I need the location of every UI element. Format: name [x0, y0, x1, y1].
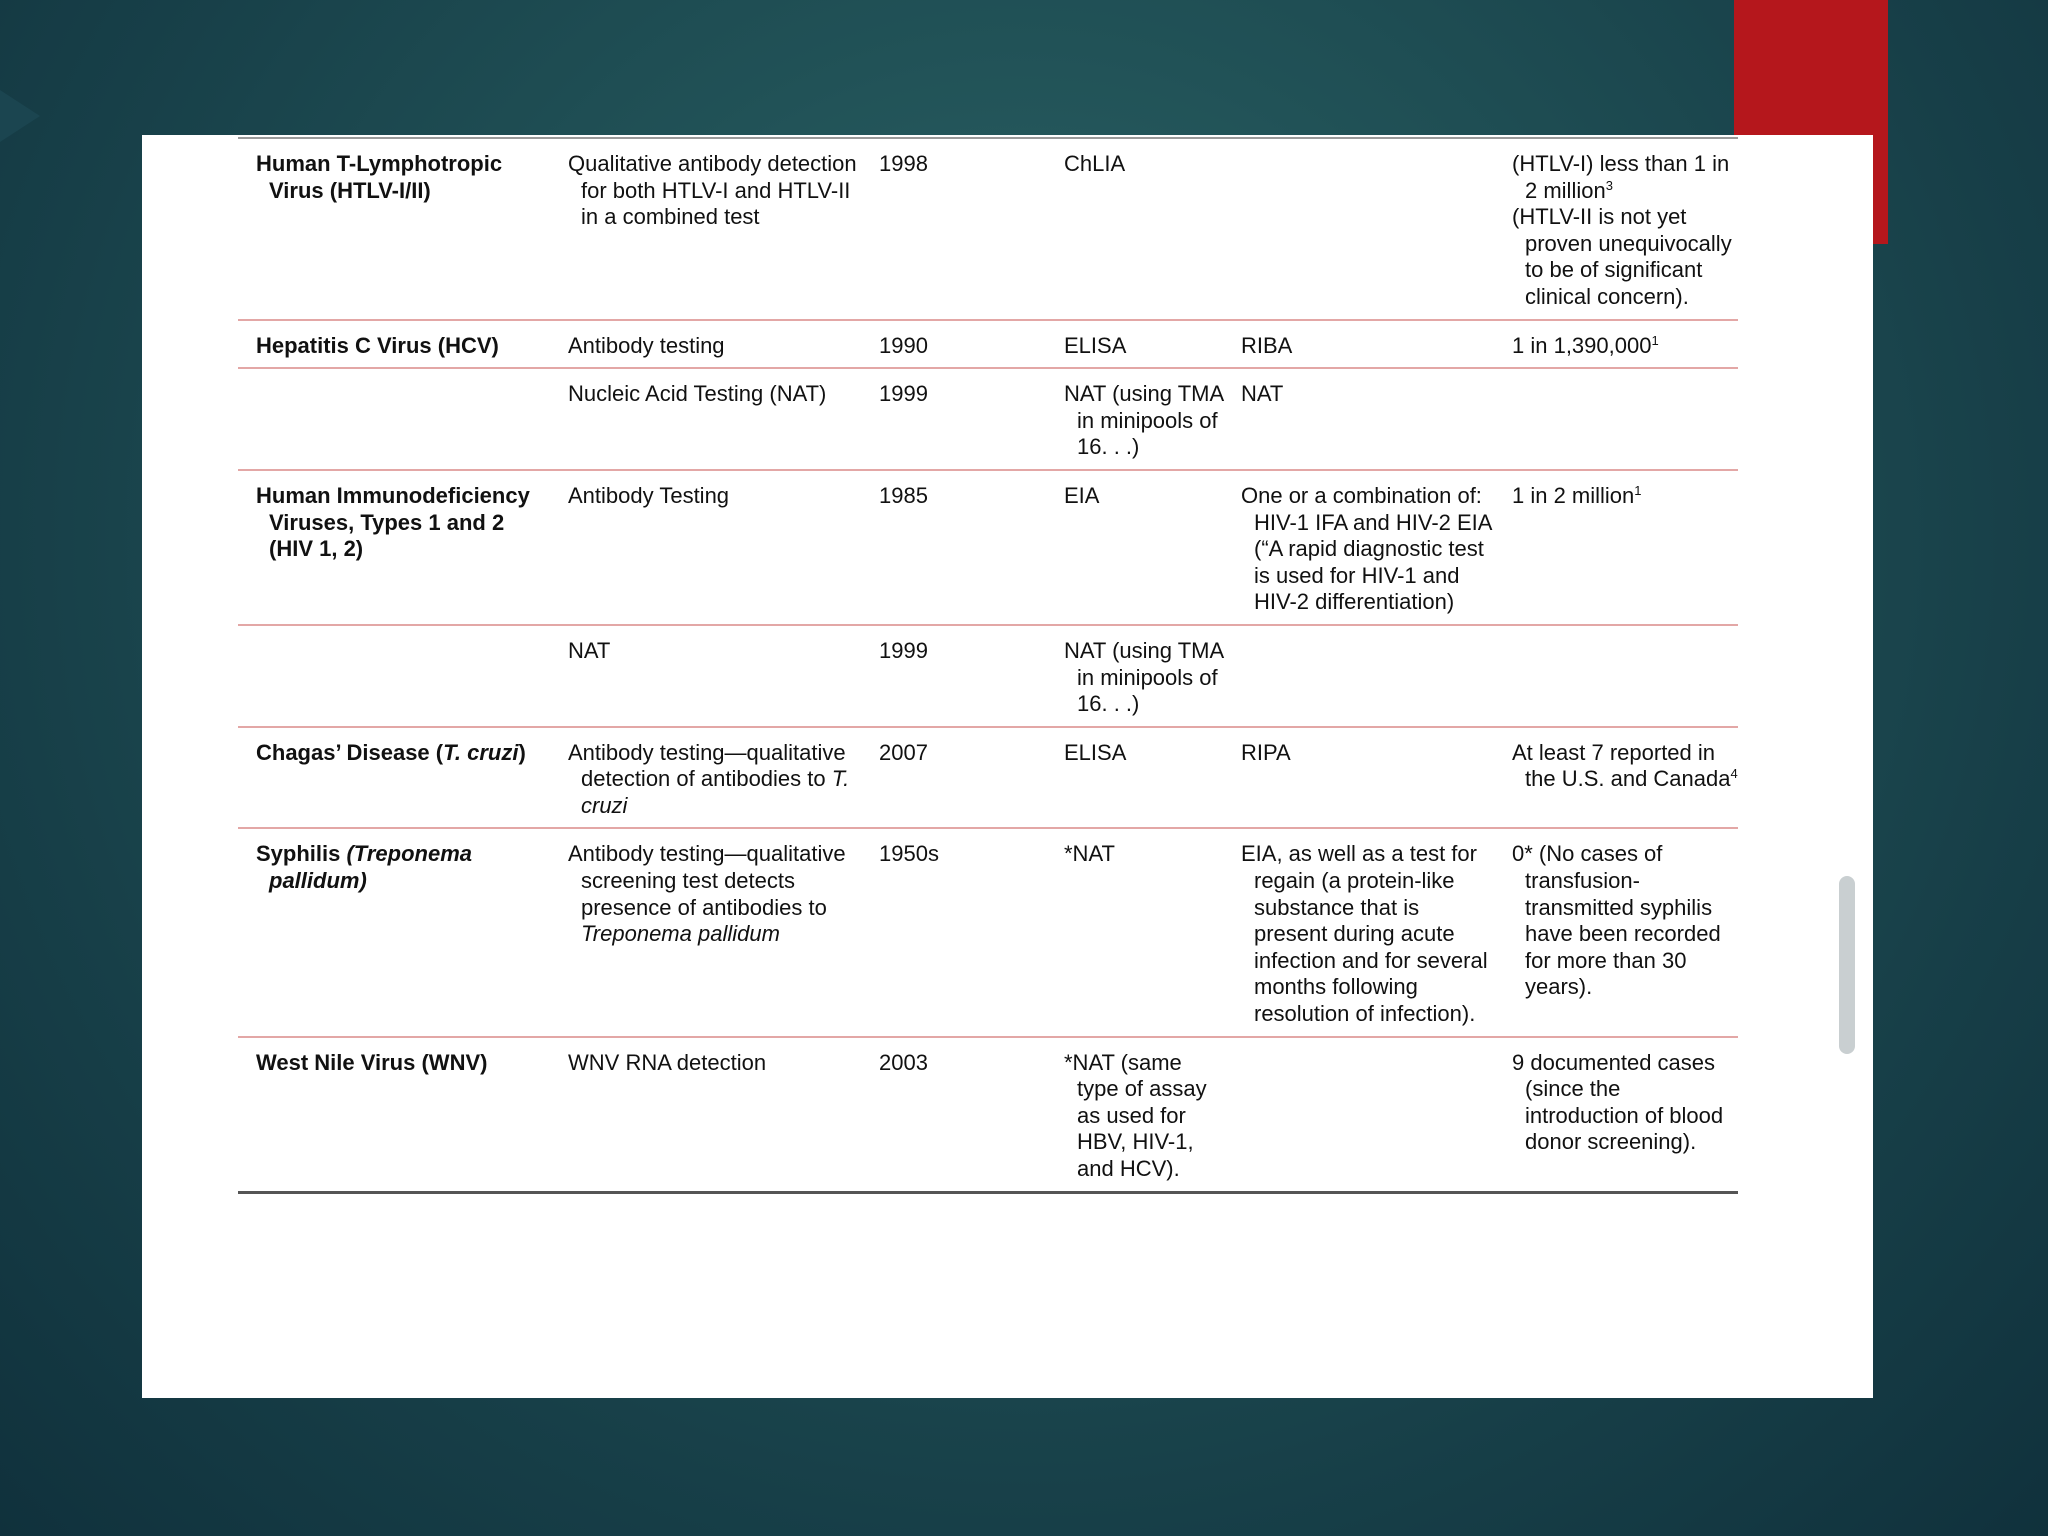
- method-cell: ChLIA: [1064, 151, 1126, 176]
- confirm-cell: [1223, 1037, 1494, 1192]
- risk-cell: 0* (No cases of transfusion-transmitted syphilis have been recorded for more than 30 years).: [1512, 841, 1721, 1000]
- disease-cell: [238, 368, 550, 470]
- year-cell: 2003: [879, 1049, 928, 1075]
- table-row: [238, 828, 1738, 1036]
- disease-cell: Syphilis (Treponema pallidum): [256, 841, 472, 894]
- risk-cell: [1494, 625, 1738, 727]
- table-row: [238, 1037, 1738, 1192]
- table-row: [238, 625, 1738, 727]
- test-cell: Antibody testing—qualitative screening test detects presence of antibodies to Treponema pallidum: [568, 841, 846, 947]
- table-row: [238, 368, 1738, 470]
- test-cell: Nucleic Acid Testing (NAT): [568, 381, 827, 407]
- test-cell: Antibody testing—qualitative detection of antibodies to T. cruzi: [568, 739, 850, 818]
- test-cell: Antibody testing: [568, 332, 725, 358]
- risk-cell: 1 in 1,390,000$^1$: [1512, 332, 1659, 358]
- method-cell: ELISA: [1064, 332, 1127, 358]
- slide-arrow-decoration: [0, 90, 40, 142]
- year-cell: 1998: [879, 151, 928, 176]
- confirm-cell: One or a combination of: HIV-1 IFA and HIV-2 EIA (“A rapid diagnostic test is used for HIV-1 and HIV-2 differentiation): [1241, 482, 1492, 615]
- disease-cell: [238, 625, 550, 727]
- risk-cell: At least 7 reported in the U.S. and Canada$^4$: [1512, 739, 1738, 792]
- year-cell: 1999: [879, 637, 928, 663]
- disease-cell: Hepatitis C Virus (HCV): [256, 332, 499, 358]
- confirm-cell: [1223, 138, 1494, 320]
- disease-cell: West Nile Virus (WNV): [256, 1049, 488, 1075]
- screening-tests-table: [238, 137, 1738, 1194]
- method-cell: ELISA: [1064, 739, 1127, 765]
- method-cell: EIA: [1064, 482, 1100, 508]
- scrollbar-thumb[interactable]: [1839, 876, 1855, 1054]
- confirm-cell: NAT: [1241, 381, 1284, 407]
- table-row: [238, 138, 1738, 320]
- confirm-cell: [1223, 625, 1494, 727]
- table-row: [238, 470, 1738, 625]
- disease-cell: Human Immunodeficiency Viruses, Types 1 and 2 (HIV 1, 2): [256, 482, 530, 562]
- year-cell: 1999: [879, 381, 928, 407]
- table-row: [238, 727, 1738, 829]
- test-cell: Antibody Testing: [568, 482, 730, 508]
- table-row: [238, 320, 1738, 369]
- document-page: [142, 135, 1873, 1398]
- method-cell: *NAT: [1064, 841, 1115, 867]
- confirm-cell: RIBA: [1241, 332, 1293, 358]
- disease-cell: Human T-Lymphotropic Virus (HTLV-I/II): [256, 151, 503, 203]
- test-cell: Qualitative antibody detection for both HTLV-I and HTLV-II in a combined test: [568, 151, 857, 230]
- confirm-cell: RIPA: [1241, 739, 1291, 765]
- method-cell: NAT (using TMA in minipools of 16. . .): [1064, 381, 1223, 460]
- year-cell: 2007: [879, 739, 928, 765]
- risk-cell: 9 documented cases (since the introduction of blood donor screening).: [1512, 1049, 1724, 1155]
- disease-cell: Chagas’ Disease (T. cruzi): [256, 739, 526, 765]
- confirm-cell: EIA, as well as a test for regain (a protein-like substance that is present during acute infection and for several months following resolution of infection).: [1241, 841, 1488, 1027]
- year-cell: 1985: [879, 482, 928, 508]
- test-cell: WNV RNA detection: [568, 1049, 767, 1075]
- risk-cell: [1494, 368, 1738, 470]
- year-cell: 1990: [879, 332, 928, 358]
- risk-cell: 1 in 2 million$^1$: [1512, 482, 1642, 508]
- year-cell: 1950s: [879, 841, 939, 867]
- test-cell: NAT: [568, 637, 611, 663]
- method-cell: *NAT (same type of assay as used for HBV, HIV-1, and HCV).: [1064, 1049, 1207, 1181]
- method-cell: NAT (using TMA in minipools of 16. . .): [1064, 637, 1223, 717]
- risk-cell: (HTLV-I) less than 1 in 2 million$^3$ (HTLV-II is not yet proven unequivocally to be of significant clinical concern).: [1512, 151, 1732, 309]
